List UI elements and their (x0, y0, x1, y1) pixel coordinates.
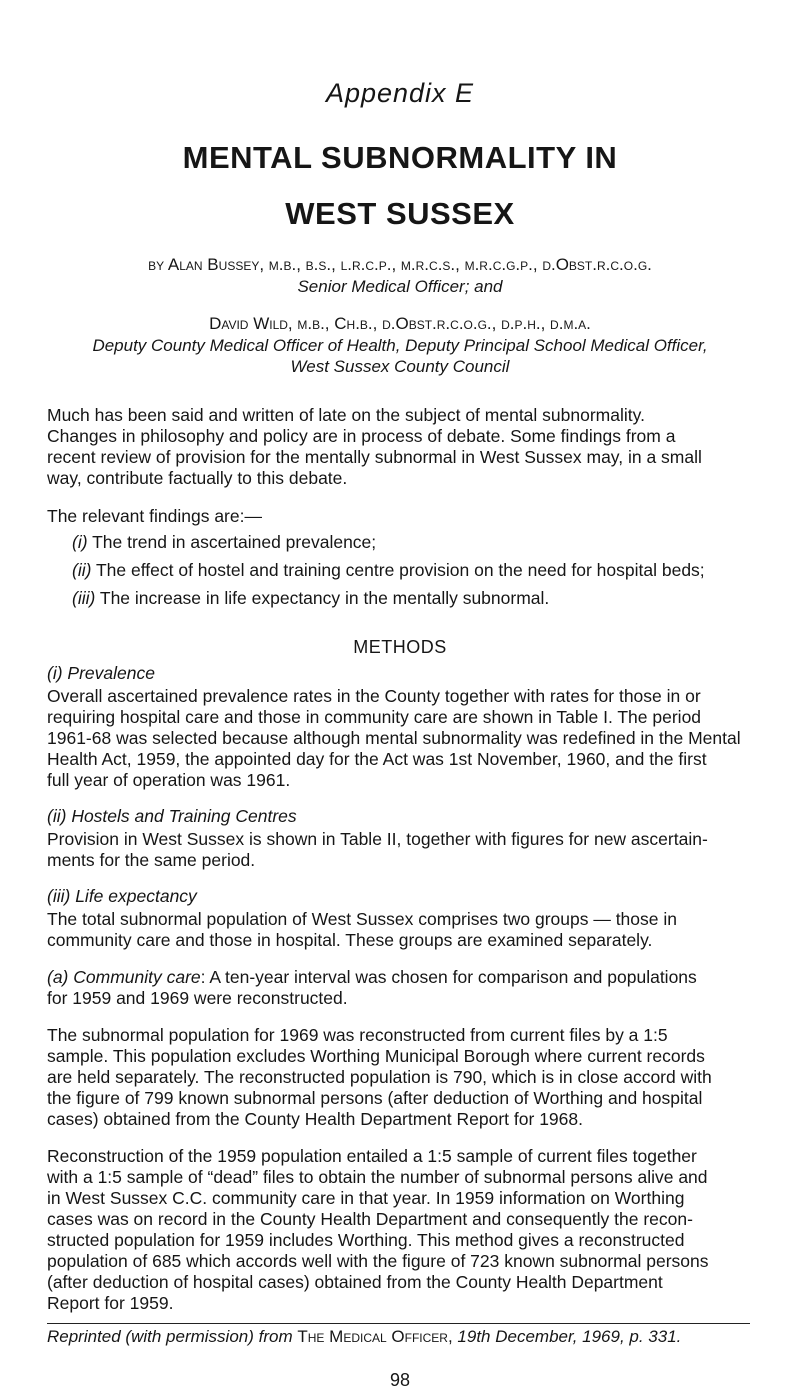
body-line: are held separately. The reconstructed population is 790, which is in close accord with (47, 1067, 712, 1087)
body-line: requiring hospital care and those in community care are shown in Table I. The period (47, 707, 702, 727)
body-line: Provision in West Sussex is shown in Table II, together with figures for new ascertain- (47, 829, 708, 849)
finding-item: (ii) The effect of hostel and training centre provision on the need for hospital beds; (72, 560, 705, 580)
subheading-life-expectancy: (iii) Life expectancy (47, 886, 197, 906)
title-line-1: MENTAL SUBNORMALITY IN (182, 140, 618, 175)
intro-line: Changes in philosophy and policy are in process of debate. Some findings from a (47, 426, 676, 446)
findings-lead: The relevant findings are:— (47, 506, 262, 526)
body-line: with a 1:5 sample of “dead” files to obtain the number of subnormal persons alive and (47, 1167, 708, 1187)
author-2-role-line-2: West Sussex County Council (290, 357, 510, 376)
body-line: cases) obtained from the County Health Department Report for 1968. (47, 1109, 583, 1129)
body-line: population of 685 which accords well with the figure of 723 known subnormal persons (47, 1251, 709, 1271)
author-2-role-line-1: Deputy County Medical Officer of Health, Deputy Principal School Medical Officer, (92, 336, 708, 355)
intro-line: recent review of provision for the mentally subnormal in West Sussex may, in a small (47, 447, 702, 467)
body-line: full year of operation was 1961. (47, 770, 291, 790)
body-line: 1961-68 was selected because although mental subnormality was redefined in the Mental (47, 728, 741, 748)
body-line: community care and those in hospital. These groups are examined separately. (47, 930, 653, 950)
community-care-line: (a) Community care: A ten-year interval was chosen for comparison and populations (47, 967, 697, 987)
body-line: Reconstruction of the 1959 population entailed a 1:5 sample of current files together (47, 1146, 697, 1166)
body-line: The total subnormal population of West Sussex comprises two groups — those in (47, 909, 677, 929)
body-line: in West Sussex C.C. community care in that year. In 1959 information on Worthing (47, 1188, 685, 1208)
finding-item: (i) The trend in ascertained prevalence; (72, 532, 377, 552)
page-number: 98 (389, 1370, 411, 1390)
reprint-note: Reprinted (with permission) from The Medical Officer, 19th December, 1969, p. 331. (47, 1327, 682, 1346)
methods-heading: METHODS (353, 637, 447, 657)
finding-item: (iii) The increase in life expectancy in the mentally subnormal. (72, 588, 550, 608)
intro-line: way, contribute factually to this debate. (47, 468, 348, 488)
body-line: for 1959 and 1969 were reconstructed. (47, 988, 348, 1008)
body-line: the figure of 799 known subnormal persons (after deduction of Worthing and hospital (47, 1088, 703, 1108)
intro-line: Much has been said and written of late on the subject of mental subnormality. (47, 405, 645, 425)
footer-rule (47, 1323, 750, 1324)
body-line: structed population for 1959 includes Worthing. This method gives a reconstructed (47, 1230, 685, 1250)
body-line: sample. This population excludes Worthing Municipal Borough where current records (47, 1046, 705, 1066)
body-line: The subnormal population for 1969 was reconstructed from current files by a 1:5 (47, 1025, 668, 1045)
body-line: (after deduction of hospital cases) obtained from the County Health Department (47, 1272, 663, 1292)
body-line: cases was on record in the County Health Department and consequently the recon- (47, 1209, 693, 1229)
subheading-prevalence: (i) Prevalence (47, 663, 155, 683)
author-2: David Wild, m.b., Ch.b., d.Obst.r.c.o.g., d.p.h., d.m.a. (209, 314, 591, 333)
body-line: Overall ascertained prevalence rates in the County together with rates for those in or (47, 686, 701, 706)
body-line: Report for 1959. (47, 1293, 174, 1313)
body-line: Health Act, 1959, the appointed day for the Act was 1st November, 1960, and the first (47, 749, 707, 769)
body-line: ments for the same period. (47, 850, 256, 870)
appendix-label: Appendix E (325, 78, 475, 108)
subheading-hostels: (ii) Hostels and Training Centres (47, 806, 297, 826)
author-1-role: Senior Medical Officer; and (297, 277, 503, 296)
author-1: by Alan Bussey, m.b., b.s., l.r.c.p., m.r.c.s., m.r.c.g.p., d.Obst.r.c.o.g. (148, 255, 652, 274)
title-line-2: WEST SUSSEX (285, 196, 515, 231)
